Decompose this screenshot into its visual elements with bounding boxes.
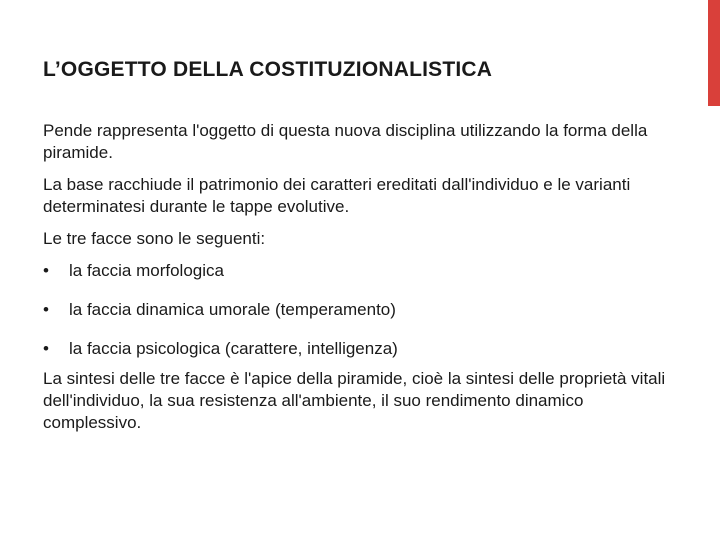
list-item-text: la faccia dinamica umorale (temperamento) [69, 300, 396, 319]
bullet-icon: • [43, 339, 49, 358]
accent-bar [708, 0, 720, 106]
faces-list [43, 260, 683, 360]
paragraph-faces-intro: Le tre facce sono le seguenti: [43, 229, 266, 248]
list-item [43, 260, 683, 282]
bullet-icon: • [43, 300, 49, 319]
list-item [43, 299, 683, 321]
slide-body [43, 120, 683, 444]
list-item-text: la faccia psicologica (carattere, intelligenza) [69, 339, 398, 358]
paragraph-closing: La sintesi delle tre facce è l'apice della piramide, cioè la sintesi delle proprietà vitali dell'individuo, la sua resistenza all'ambiente, il suo rendimento dinamico complessivo. [43, 369, 666, 432]
list-item [43, 338, 683, 360]
paragraph-intro: Pende rappresenta l'oggetto di questa nuova disciplina utilizzando la forma della piramide. [43, 121, 648, 162]
list-item-text: la faccia morfologica [69, 261, 224, 280]
bullet-icon: • [43, 261, 49, 280]
slide-title: L’OGGETTO DELLA COSTITUZIONALISTICA [43, 58, 493, 81]
paragraph-base: La base racchiude il patrimonio dei caratteri ereditati dall'individuo e le varianti determinatesi durante le tappe evolutive. [43, 175, 631, 216]
